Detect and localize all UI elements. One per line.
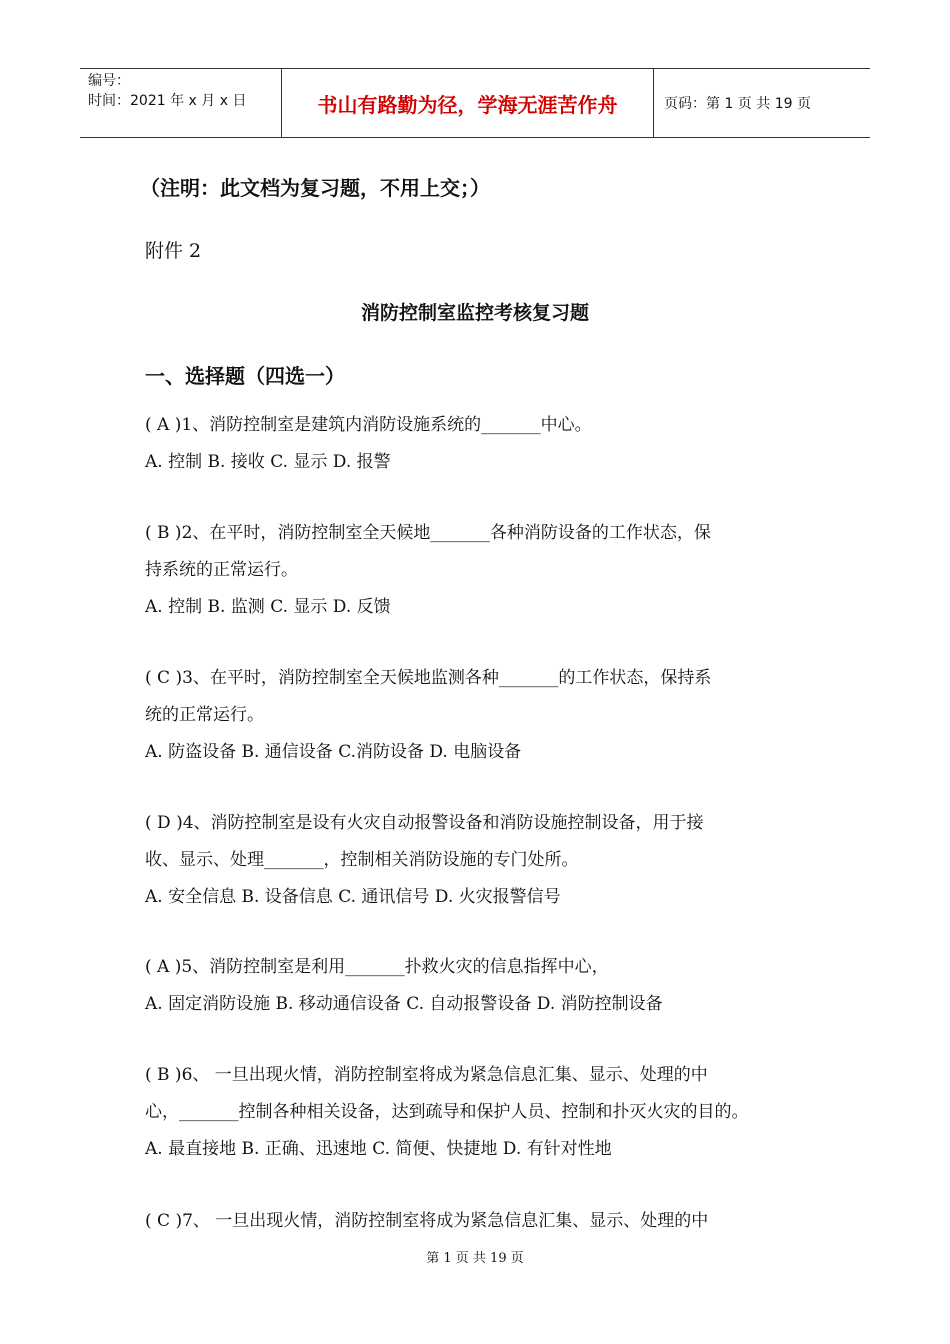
question-options: A. 防盗设备 B. 通信设备 C.消防设备 D. 电脑设备 bbox=[145, 742, 522, 762]
question-options: A. 安全信息 B. 设备信息 C. 通讯信号 D. 火灾报警信号 bbox=[145, 887, 561, 907]
question-line: 收、显示、处理_______，控制相关消防设施的专门处所。 bbox=[145, 850, 579, 870]
question-line: ( C )7、 一旦出现火情，消防控制室将成为紧急信息汇集、显示、处理的中 bbox=[145, 1211, 709, 1231]
question-line: ( A )5、消防控制室是利用_______扑救火灾的信息指挥中心， bbox=[145, 957, 609, 977]
attachment-label: 附件 2 bbox=[145, 240, 202, 262]
question-options: A. 固定消防设施 B. 移动通信设备 C. 自动报警设备 D. 消防控制设备 bbox=[145, 994, 663, 1014]
question-line: 持系统的正常运行。 bbox=[145, 560, 298, 580]
question-line: 统的正常运行。 bbox=[145, 705, 264, 725]
time-label: 时间：2021 年 x 月 x 日 bbox=[88, 93, 247, 109]
page-footer: 第 1 页 共 19 页 bbox=[426, 1251, 524, 1266]
header-motto: 书山有路勤为径，学海无涯苦作舟 bbox=[282, 69, 654, 137]
question-line: 心，_______控制各种相关设备，达到疏导和保护人员、控制和扑灭火灾的目的。 bbox=[145, 1102, 749, 1122]
question-options: A. 控制 B. 监测 C. 显示 D. 反馈 bbox=[145, 597, 391, 617]
page-title: 消防控制室监控考核复习题 bbox=[360, 302, 589, 324]
document-header bbox=[80, 68, 870, 138]
note-text: （注明：此文档为复习题，不用上交；） bbox=[140, 176, 490, 200]
question-line: ( B )2、在平时，消防控制室全天候地_______各种消防设备的工作状态，保 bbox=[145, 523, 711, 543]
number-label: 编号： bbox=[88, 73, 130, 89]
header-meta bbox=[80, 69, 282, 137]
question-line: ( B )6、 一旦出现火情，消防控制室将成为紧急信息汇集、显示、处理的中 bbox=[145, 1065, 708, 1085]
section-heading: 一、选择题（四选一） bbox=[145, 364, 345, 388]
question-line: ( C )3、在平时，消防控制室全天候地监测各种_______的工作状态，保持系 bbox=[145, 668, 712, 688]
header-page-info: 页码：第 1 页 共 19 页 bbox=[664, 96, 811, 112]
question-line: ( D )4、消防控制室是设有火灾自动报警设备和消防设施控制设备，用于接 bbox=[145, 813, 704, 833]
question-options: A. 最直接地 B. 正确、迅速地 C. 简便、快捷地 D. 有针对性地 bbox=[145, 1139, 612, 1159]
question-options: A. 控制 B. 接收 C. 显示 D. 报警 bbox=[145, 452, 391, 472]
question-line: ( A )1、消防控制室是建筑内消防设施系统的_______中心。 bbox=[145, 415, 592, 435]
